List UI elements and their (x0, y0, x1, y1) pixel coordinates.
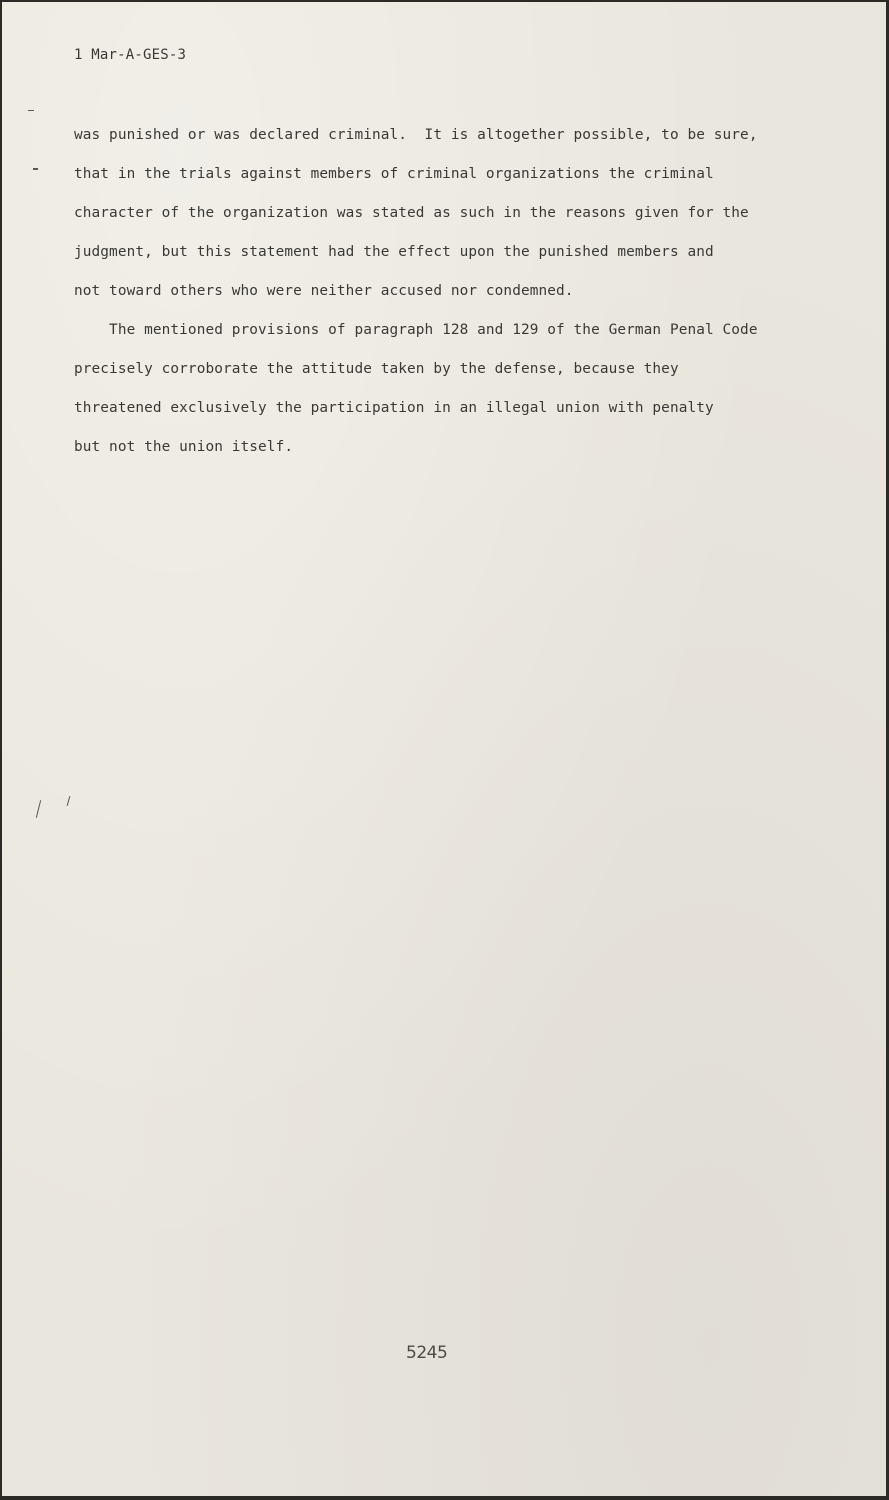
text-line: not toward others who were neither accused nor condemned. (74, 283, 574, 299)
document-reference: 1 Mar-A-GES-3 (74, 47, 187, 63)
text-line: The mentioned provisions of paragraph 128 and 129 of the German Penal Code (74, 322, 758, 338)
text-line: that in the trials against members of criminal organizations the criminal (74, 166, 714, 182)
text-line: but not the union itself. (74, 439, 294, 455)
margin-mark (36, 800, 41, 818)
margin-mark (67, 796, 71, 806)
text-line: was punished or was declared criminal. It is altogether possible, to be sure, (74, 127, 758, 143)
text-line: precisely corroborate the attitude taken by the defense, because they (74, 361, 679, 377)
margin-mark (28, 110, 34, 111)
text-line: character of the organization was stated as such in the reasons given for the (74, 205, 749, 221)
document-page (2, 2, 886, 1496)
body-text (74, 123, 844, 474)
text-line: judgment, but this statement had the effect upon the punished members and (74, 244, 714, 260)
page-number: 5245 (406, 1343, 448, 1363)
text-line: threatened exclusively the participation in an illegal union with penalty (74, 400, 714, 416)
margin-mark (33, 168, 38, 170)
